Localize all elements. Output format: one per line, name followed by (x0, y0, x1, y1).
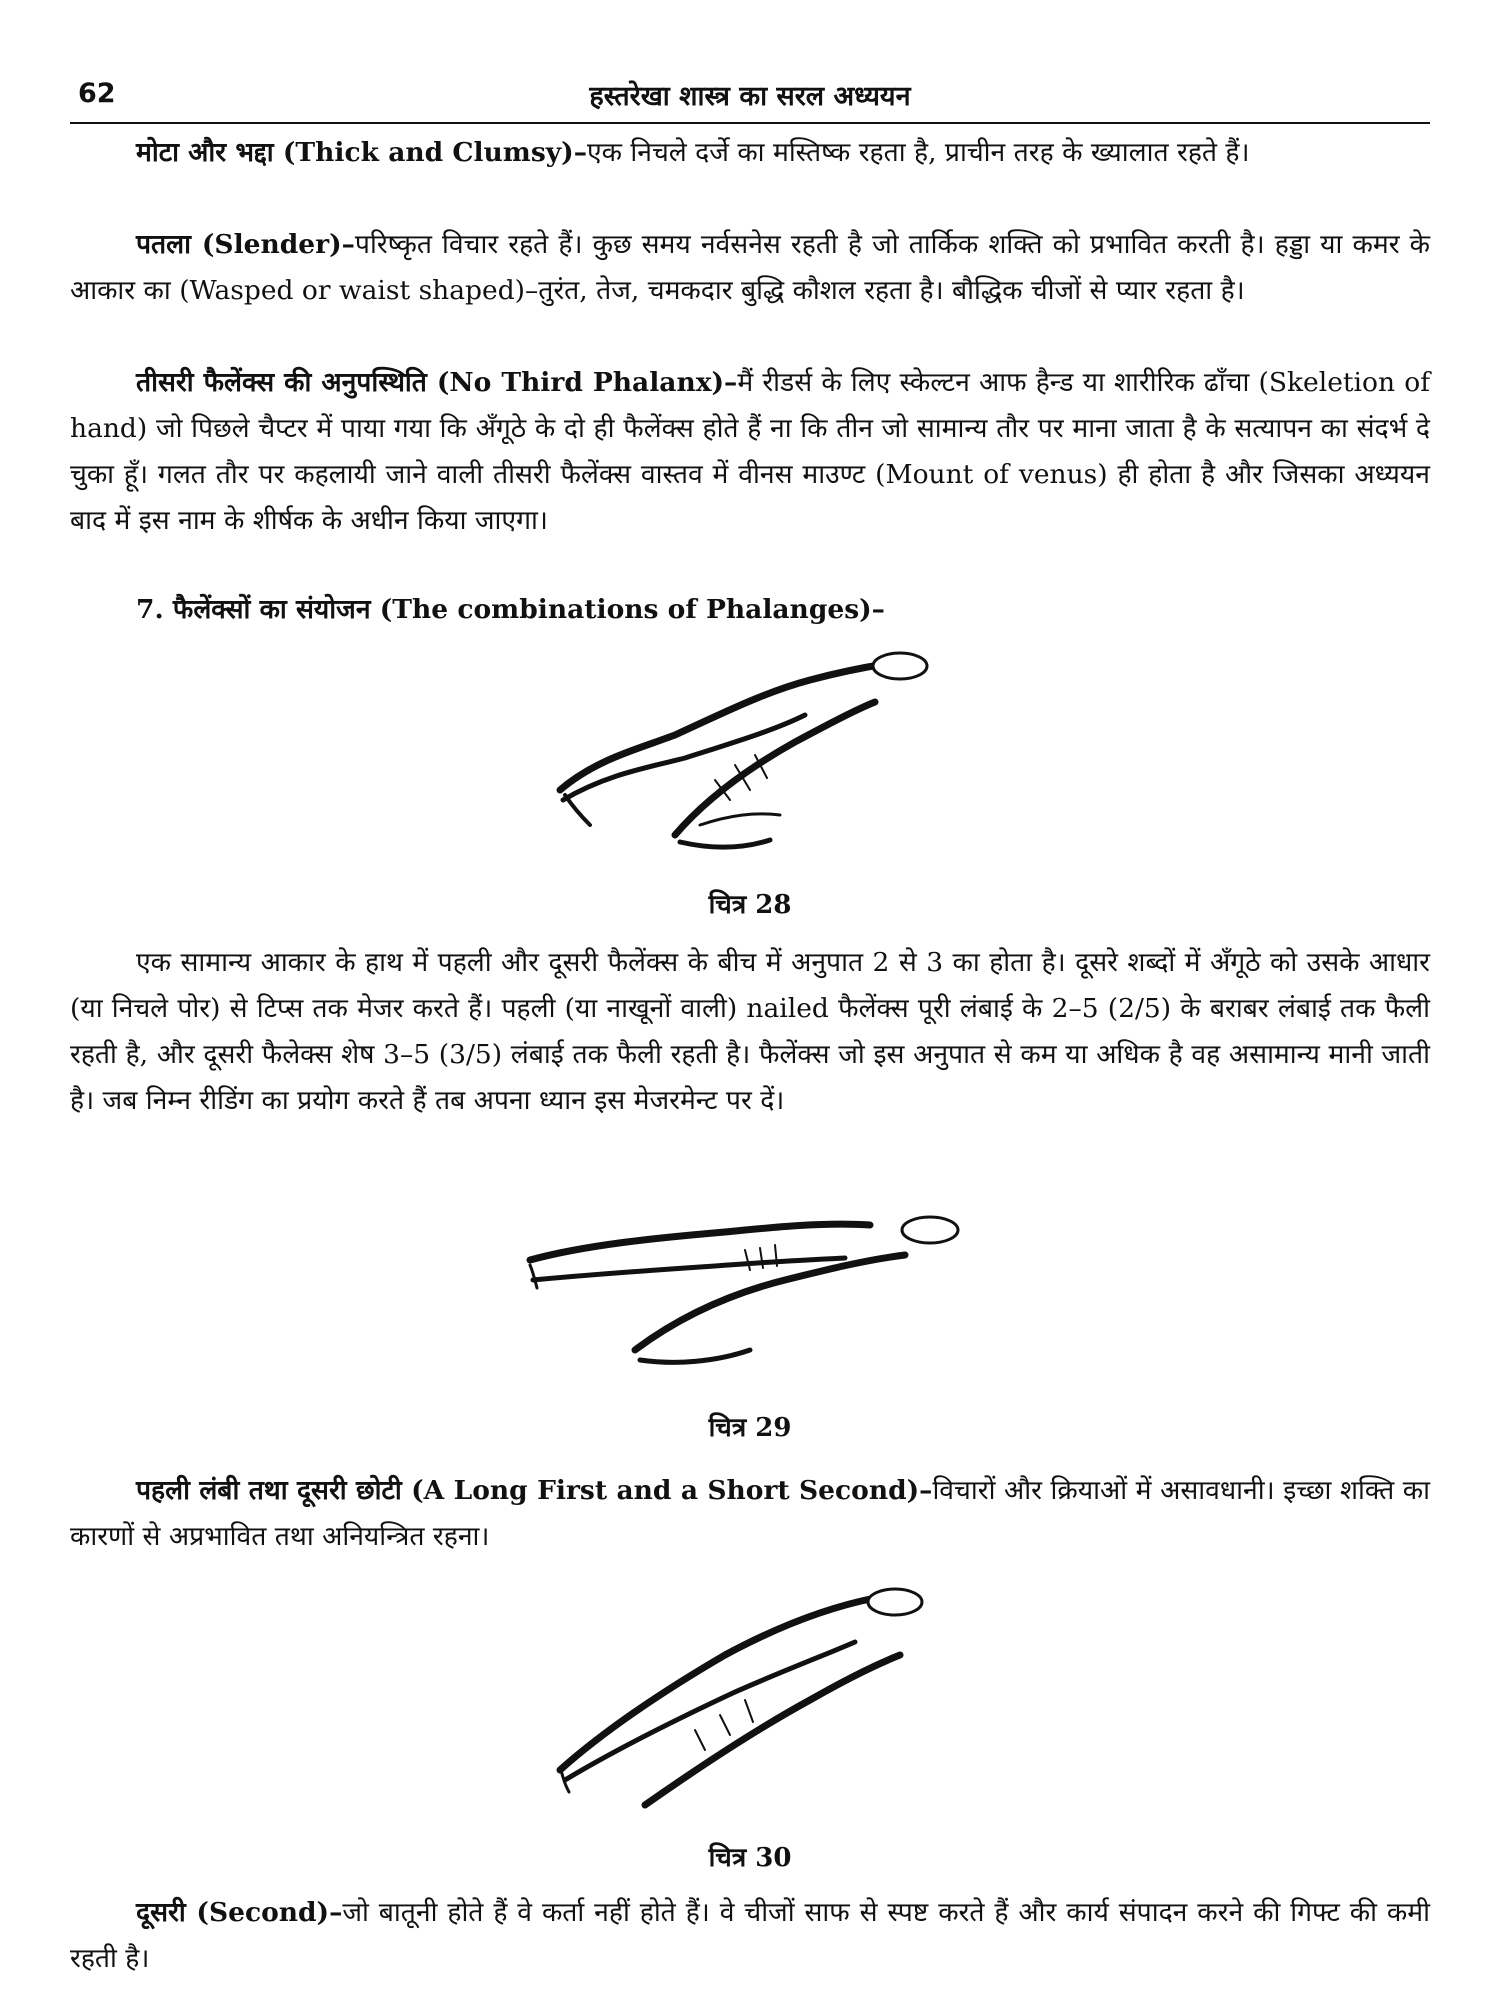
paragraph-text: मैं रीडर्स के लिए स्केल्टन आफ हैन्ड या शारीरिक ढाँचा (Skeletion of hand) जो पिछले चैप्टर में पाया गया कि अँगूठे के दो ही फैलेंक्स होते हैं ना कि तीन जो सामान्य तौर पर माना जाता है के सत्यापन का संदर्भ दे चुका हूँ। गलत तौर पर कहलायी जाने वाली तीसरी फैलेंक्स वास्तव में वीनस माउण्ट (Mount of venus) ही होता है और जिसका अध्ययन बाद में इस नाम के शीर्षक के अधीन किया जाएगा। (70, 367, 1430, 536)
header-rule (70, 122, 1430, 124)
paragraph-lead: पतला (Slender)– (136, 229, 355, 260)
paragraph-second (70, 1890, 1430, 1982)
paragraph-thick-clumsy (70, 130, 1430, 176)
running-title: हस्तरेखा शास्त्र का सरल अध्ययन (589, 81, 911, 112)
paragraph-lead: मोटा और भद्दा (Thick and Clumsy)– (136, 137, 587, 168)
figure-28-thumb-sketch (555, 650, 935, 855)
paragraph-lead: दूसरी (Second)– (136, 1897, 343, 1928)
paragraph-slender (70, 222, 1430, 314)
figure-28-caption: चित्र 28 (708, 890, 792, 920)
figure-30-thumb-sketch (555, 1580, 935, 1810)
figure-29-caption: चित्र 29 (708, 1413, 792, 1443)
paragraph-text: परिष्कृत विचार रहते हैं। कुछ समय नर्वसनेस रहती है जो तार्किक शक्ति को प्रभावित करती है। हड्डा या कमर के आकार का (Wasped or waist shaped)–तुरंत, तेज, चमकदार बुद्धि कौशल रहता है। बौद्धिक चीजों से प्यार रहता है। (70, 229, 1430, 306)
paragraph-normal-ratio: एक सामान्य आकार के हाथ में पहली और दूसरी फैलेंक्स के बीच में अनुपात 2 से 3 का होता है। दूसरे शब्दों में अँगूठे को उसके आधार (या निचले पोर) से टिप्स तक मेजर करते हैं। पहली (या नाखूनों वाली) nailed फैलेंक्स पूरी लंबाई के 2–5 (2/5) के बराबर लंबाई तक फैली रहती है, और दूसरी फैलेक्स शेष 3–5 (3/5) लंबाई तक फैली रहती है। फैलेंक्स जो इस अनुपात से कम या अधिक है वह असामान्य मानी जाती है। जब निम्न रीडिंग का प्रयोग करते हैं तब अपना ध्यान इस मेजरमेन्ट पर दें। (70, 947, 1430, 1116)
page-header (70, 70, 1430, 120)
figure-29-thumb-sketch (525, 1200, 965, 1370)
figure-30-caption: चित्र 30 (708, 1843, 792, 1873)
paragraph-lead: पहली लंबी तथा दूसरी छोटी (A Long First and a Short Second)– (136, 1475, 933, 1506)
paragraph-text: एक निचले दर्जे का मस्तिष्क रहता है, प्राचीन तरह के ख्यालात रहते हैं। (586, 137, 1250, 168)
page-number: 62 (78, 78, 116, 109)
paragraph-text: विचारों और क्रियाओं में असावधानी। इच्छा शक्ति का कारणों से अप्रभावित तथा अनियन्त्रित रहना। (70, 1475, 1430, 1552)
paragraph-lead: तीसरी फैलेंक्स की अनुपस्थिति (No Third Phalanx)– (136, 367, 738, 398)
paragraph-no-third-phalanx (70, 360, 1430, 544)
paragraph-text: जो बातूनी होते हैं वे कर्ता नहीं होते हैं। वे चीजों साफ से स्पष्ट करते हैं और कार्य संपादन करने की गिफ्ट की कमी रहती है। (70, 1897, 1430, 1974)
paragraph-long-first-short-second (70, 1468, 1430, 1560)
section-heading: 7. फैलेंक्सों का संयोजन (The combinations of Phalanges)– (136, 594, 885, 625)
